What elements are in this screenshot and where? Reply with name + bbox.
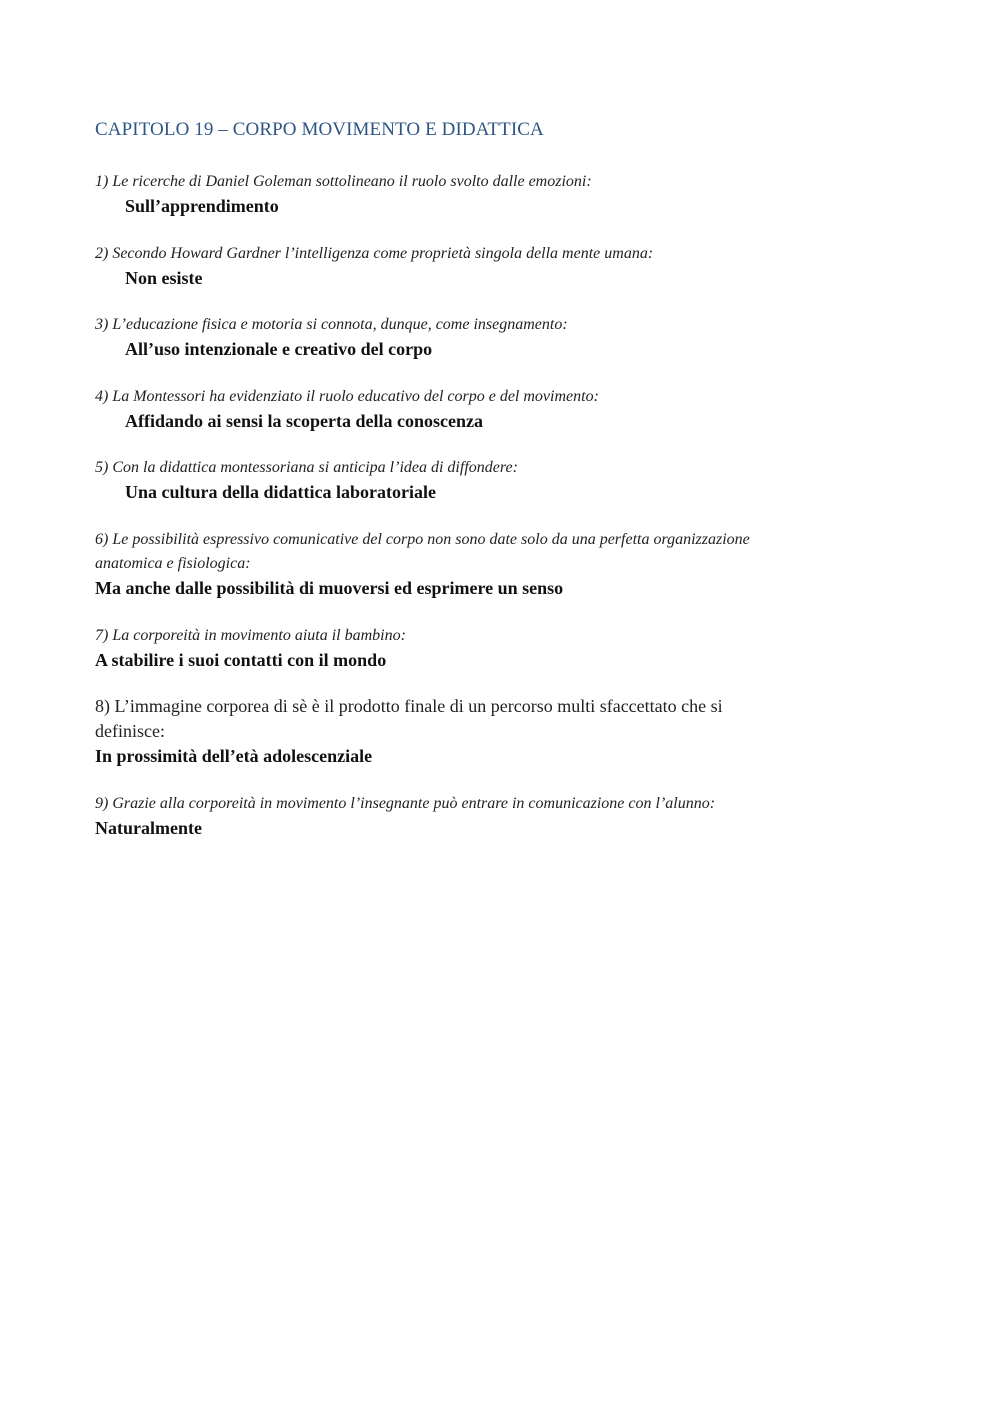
- answer-text: Una cultura della didattica laboratoriale: [125, 482, 436, 502]
- question-item: [95, 694, 795, 768]
- answer-text: Sull’apprendimento: [125, 196, 279, 216]
- question-item: [95, 313, 825, 361]
- question-item: [95, 456, 825, 504]
- question-text: 6) Le possibilità espressivo comunicative del corpo non sono date solo da una perfetta organizzazione anatomica e fisiologica:: [95, 531, 750, 572]
- answer-text: Ma anche dalle possibilità di muoversi ed esprimere un senso: [95, 578, 564, 598]
- question-text: 5) Con la didattica montessoriana si anticipa l’idea di diffondere:: [95, 459, 518, 476]
- question-item: [95, 792, 855, 840]
- question-text: 1) Le ricerche di Daniel Goleman sottolineano il ruolo svolto dalle emozioni:: [95, 173, 592, 190]
- answer-text: Affidando ai sensi la scoperta della conoscenza: [125, 411, 483, 431]
- answer-text: All’uso intenzionale e creativo del corpo: [125, 339, 433, 359]
- question-text: 3) L’educazione fisica e motoria si connota, dunque, come insegnamento:: [95, 316, 568, 333]
- answer-text: A stabilire i suoi contatti con il mondo: [95, 650, 387, 670]
- question-item: [95, 242, 825, 290]
- question-text: 9) Grazie alla corporeità in movimento l’insegnante può entrare in comunicazione con l’alunno:: [95, 795, 716, 812]
- answer-text: In prossimità dell’età adolescenziale: [95, 746, 373, 766]
- answer-text: Non esiste: [125, 268, 203, 288]
- question-text: 7) La corporeità in movimento aiuta il bambino:: [95, 627, 406, 644]
- question-item: [95, 528, 815, 600]
- question-text: 2) Secondo Howard Gardner l’intelligenza come proprietà singola della mente umana:: [95, 245, 654, 262]
- question-text: 4) La Montessori ha evidenziato il ruolo educativo del corpo e del movimento:: [95, 388, 599, 405]
- question-item: [95, 170, 825, 218]
- question-text: 8) L’immagine corporea di sè è il prodotto finale di un percorso multi sfaccettato che si definisce:: [95, 696, 723, 741]
- answer-text: Naturalmente: [95, 818, 202, 838]
- chapter-title: CAPITOLO 19 – CORPO MOVIMENTO E DIDATTICA: [95, 119, 544, 140]
- question-item: [95, 385, 825, 433]
- question-item: [95, 624, 825, 672]
